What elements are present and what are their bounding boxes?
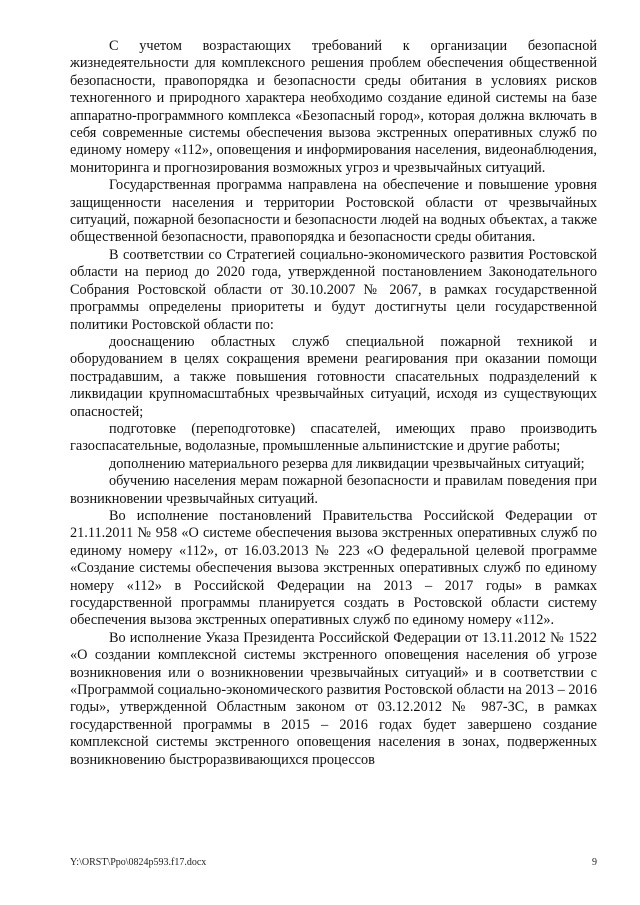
file-path: Y:\ORST\Ppo\0824p593.f17.docx [70,857,207,868]
paragraph-reserve: дополнению материального резерва для ликвидации чрезвычайных ситуаций; [109,455,585,472]
paragraph-safe-city: С учетом возрастающих требований к организации безопасной жизнедеятельности для комплексного решения проблем обеспечения общественной безопасности, правопорядка и безопасности среды обитания в условиях рисков техногенного и природного характера необходимо создание единой системы на базе аппаратно-программного комплекса «Безопасный город», которая должна включать в себя современные системы обеспечения вызова экстренных оперативных служб по единому номеру «112», оповещения и информирования населения, видеонаблюдения, мониторинга и прогнозирования возможных угроз и чрезвычайных ситуаций. [70,38,597,176]
paragraph-alert-system: Во исполнение Указа Президента Российской Федерации от 13.11.2012 № 1522 «О создании комплексной системы экстренного оповещения населения об угрозе возникновения или о возникновении чрезвычайных ситуаций» и в соответствии с «Программой социально-экономического развития Ростовской области на 2013 – 2016 годы», утвержденной Областным законом от 03.12.2012 № 987-ЗС, в рамках государственной программы в 2015 – 2016 годах будет завершено создание комплексной системы экстренного оповещения населения в зонах, подверженных возникновению быстроразвивающихся процессов [70,629,597,768]
document-body [70,38,597,769]
paragraph-strategy: В соответствии со Стратегией социально-экономического развития Ростовской области на период до 2020 года, утвержденной постановлением Законодательного Собрания Ростовской области от 30.10.2007 № 2067, в рамках государственной программы определены приоритеты и будут достигнуты цели государственной политики Ростовской области по: [70,246,597,333]
paragraph-112-system: Во исполнение постановлений Правительства Российской Федерации от 21.11.2011 № 958 «О системе обеспечения вызова экстренных оперативных служб по единому номеру «112», от 16.03.2013 № 223 «О федеральной целевой программе «Создание системы обеспечения вызова экстренных оперативных служб по единому номеру «112» в Российской Федерации на 2013 – 2017 годы» в рамках государственной программы планируется создать в Ростовской области систему обеспечения вызова экстренных оперативных служб по единому номеру «112». [70,507,597,629]
paragraph-program-goal: Государственная программа направлена на обеспечение и повышение уровня защищенности населения и территории Ростовской области от чрезвычайных ситуаций, пожарной безопасности и безопасности людей на водных объектах, а также общественной безопасности, правопорядка и безопасности среды обитания. [70,177,597,246]
paragraph-education: обучению населения мерам пожарной безопасности и правилам поведения при возникновении чрезвычайных ситуаций. [70,473,597,507]
paragraph-training: подготовке (переподготовке) спасателей, имеющих право производить газоспасательные, водолазные, промышленные альпинистские и другие работы; [70,420,597,455]
paragraph-equipment: дооснащению областных служб специальной пожарной техникой и оборудованием в целях сокращения времени реагирования при оказании помощи пострадавшим, а также повышения готовности спасательных подразделений к ликвидации крупномасштабных чрезвычайных ситуаций, исходя из существующих опасностей; [70,333,597,420]
page-number: 9 [592,857,597,868]
